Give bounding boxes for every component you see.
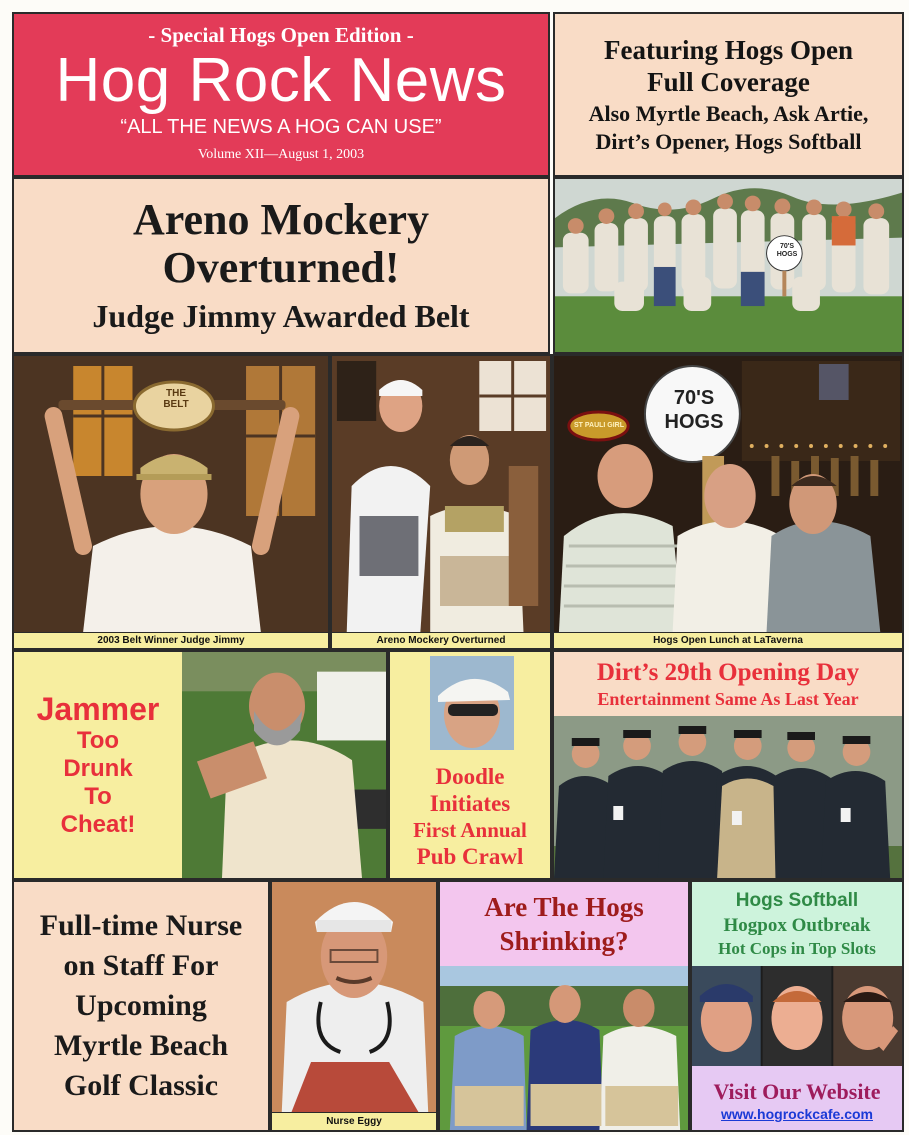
dirt-photo: [554, 716, 902, 878]
group-photo: [555, 179, 902, 352]
featuring-line-4: Dirt’s Opener, Hogs Softball: [595, 128, 862, 154]
newspaper-title: Hog Rock News: [55, 45, 507, 115]
masthead: [12, 12, 550, 177]
doodle-line-1: Doodle: [435, 763, 505, 789]
nurse-caption: Nurse Eggy: [272, 1112, 436, 1130]
jammer-line-5: Cheat!: [60, 811, 136, 838]
nurse-line-5: Golf Classic: [63, 1069, 219, 1102]
group-sign-text: 70'S HOGS: [776, 243, 798, 258]
mockery-caption: Areno Mockery Overturned: [332, 632, 550, 648]
belt-text: THE BELT: [163, 388, 189, 410]
belt-winner-caption: 2003 Belt Winner Judge Jimmy: [14, 632, 328, 648]
jammer-text-box: [14, 652, 182, 878]
jammer-panel: [12, 650, 388, 880]
jammer-line-3: Drunk: [63, 755, 133, 782]
doodle-text: [390, 756, 550, 876]
lunch-caption: Hogs Open Lunch at LaTaverna: [554, 632, 902, 648]
headline-line-1: Areno Mockery: [132, 194, 430, 244]
doodle-line-4: Pub Crawl: [416, 843, 524, 869]
nurse-line-2: on Staff For: [63, 949, 219, 982]
doodle-panel: [388, 650, 552, 880]
bar-sign-text: ST PAULI GIRL: [573, 422, 625, 429]
doodle-line-3: First Annual: [413, 817, 527, 842]
featuring-line-2: Full Coverage: [647, 66, 810, 97]
nurse-photo-panel: [270, 880, 438, 1132]
dirt-line-2: Entertainment Same As Last Year: [597, 689, 859, 709]
website-link[interactable]: www.hogrockcafe.com: [721, 1106, 873, 1122]
jammer-line-2: Too: [76, 727, 120, 754]
website-label: Visit Our Website: [713, 1079, 881, 1104]
jammer-photo: [182, 652, 388, 878]
headline-box: [12, 177, 550, 354]
featuring-box: [553, 12, 904, 177]
website-box: [692, 1066, 902, 1132]
softball-header: [692, 882, 902, 966]
lunch-sign-text: 70'S HOGS: [664, 387, 724, 433]
doodle-line-2: Initiates: [429, 790, 511, 816]
shrinking-line-2: Shrinking?: [499, 926, 629, 956]
nurse-line-3: Upcoming: [75, 989, 207, 1022]
softball-panel: [690, 880, 904, 1132]
shrinking-photo: [440, 966, 688, 1130]
dirt-header: [554, 652, 902, 716]
jammer-line-1: Jammer: [36, 691, 160, 727]
mockery-panel: [330, 354, 552, 650]
belt-winner-panel: [12, 354, 330, 650]
dirt-line-1: Dirt’s 29th Opening Day: [596, 659, 860, 686]
mockery-photo: [332, 356, 550, 632]
jammer-line-4: To: [84, 783, 112, 810]
nurse-photo: [272, 882, 436, 1112]
nurse-line-4: Myrtle Beach: [53, 1029, 229, 1062]
doodle-photo: [430, 656, 514, 750]
shrinking-line-1: Are The Hogs: [484, 892, 644, 922]
featuring-line-3: Also Myrtle Beach, Ask Artie,: [588, 100, 869, 126]
dirt-panel: [552, 650, 904, 880]
volume-date: Volume XII—August 1, 2003: [197, 146, 365, 162]
softball-photo: [692, 966, 902, 1066]
featuring-line-1: Featuring Hogs Open: [603, 34, 853, 65]
tagline: “ALL THE NEWS A HOG CAN USE”: [120, 115, 442, 138]
lunch-panel: [552, 354, 904, 650]
headline-line-3: Judge Jimmy Awarded Belt: [92, 297, 470, 334]
shrinking-panel: [438, 880, 690, 1132]
shrinking-header: [440, 882, 688, 966]
softball-line-3: Hot Cops in Top Slots: [718, 938, 876, 958]
nurse-line-1: Full-time Nurse: [39, 909, 243, 942]
softball-line-1: Hogs Softball: [735, 889, 859, 911]
headline-line-2: Overturned!: [162, 242, 400, 292]
softball-line-2: Hogpox Outbreak: [723, 914, 871, 936]
edition-label: - Special Hogs Open Edition -: [148, 22, 414, 47]
nurse-story-panel: [12, 880, 270, 1132]
group-photo-panel: [553, 177, 904, 354]
